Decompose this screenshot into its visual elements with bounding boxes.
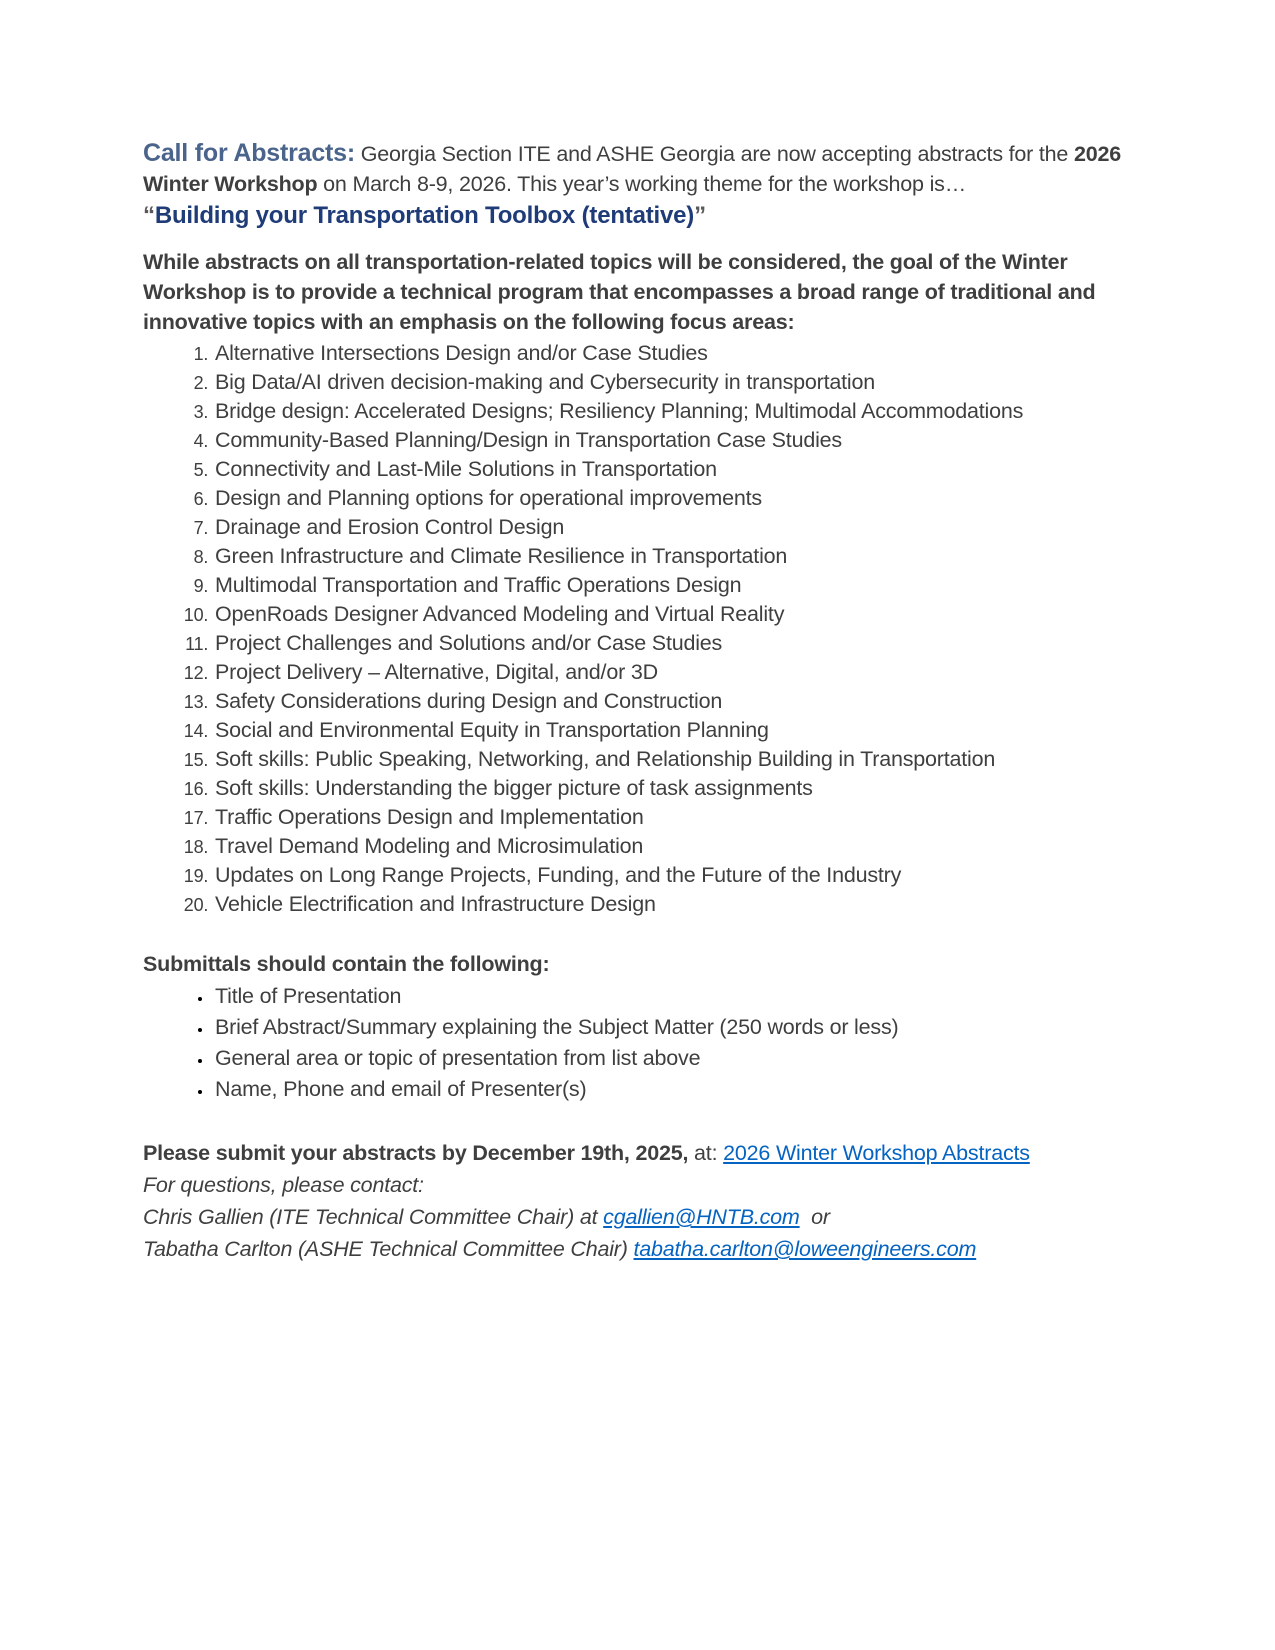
contact1-suffix: or bbox=[799, 1205, 830, 1229]
chris-gallien-email-link[interactable]: cgallien@HNTB.com bbox=[603, 1205, 800, 1229]
call-for-abstracts-label: Call for Abstracts: bbox=[143, 139, 355, 167]
theme-line bbox=[143, 199, 1130, 232]
list-item: 4. Community-Based Planning/Design in Transportation Case Studies bbox=[213, 426, 1130, 455]
list-item: • Brief Abstract/Summary explaining the Subject Matter (250 words or less) bbox=[213, 1012, 1130, 1043]
deadline-text: Please submit your abstracts by December 19th, 2025, bbox=[143, 1141, 689, 1165]
submittal-requirements-list bbox=[143, 981, 1130, 1105]
focus-areas-list bbox=[143, 339, 1130, 919]
close-quote: ” bbox=[694, 202, 706, 229]
workshop-theme-title: Building your Transportation Toolbox (tentative) bbox=[154, 202, 695, 229]
list-item: 16. Soft skills: Understanding the bigger picture of task assignments bbox=[213, 774, 1130, 803]
list-item: 3. Bridge design: Accelerated Designs; Resiliency Planning; Multimodal Accommodations bbox=[213, 397, 1130, 426]
list-item: 6. Design and Planning options for operational improvements bbox=[213, 484, 1130, 513]
list-item: 2. Big Data/AI driven decision-making and Cybersecurity in transportation bbox=[213, 368, 1130, 397]
list-item: 11. Project Challenges and Solutions and/or Case Studies bbox=[213, 629, 1130, 658]
deadline-line bbox=[143, 1137, 1130, 1169]
tabatha-carlton-email-link[interactable]: tabatha.carlton@loweengineers.com bbox=[633, 1237, 977, 1261]
list-item: 9. Multimodal Transportation and Traffic Operations Design bbox=[213, 571, 1130, 600]
list-item: 8. Green Infrastructure and Climate Resilience in Transportation bbox=[213, 542, 1130, 571]
intro-text: Georgia Section ITE and ASHE Georgia are now accepting abstracts for the bbox=[354, 142, 1074, 166]
contact-line-chris bbox=[143, 1201, 1130, 1233]
list-item: • Title of Presentation bbox=[213, 981, 1130, 1012]
contact-line-tabatha bbox=[143, 1233, 1130, 1265]
list-item: 17. Traffic Operations Design and Implementation bbox=[213, 803, 1130, 832]
open-quote: “ bbox=[143, 202, 155, 229]
list-item: 18. Travel Demand Modeling and Microsimulation bbox=[213, 832, 1130, 861]
focus-areas-intro: While abstracts on all transportation-related topics will be considered, the goal of the Winter Workshop is to provide a technical program that encompasses a broad range of traditional and innovative topics with an emphasis on the following focus areas: bbox=[143, 250, 1096, 334]
at-text: at: bbox=[688, 1141, 724, 1165]
list-item: 1. Alternative Intersections Design and/or Case Studies bbox=[213, 339, 1130, 368]
list-item: 19. Updates on Long Range Projects, Funding, and the Future of the Industry bbox=[213, 861, 1130, 890]
workshop-name: 2026 Winter Workshop bbox=[143, 142, 1121, 196]
abstracts-submission-link[interactable]: 2026 Winter Workshop Abstracts bbox=[723, 1141, 1030, 1165]
questions-line: For questions, please contact: bbox=[143, 1173, 424, 1197]
list-item: • Name, Phone and email of Presenter(s) bbox=[213, 1074, 1130, 1105]
list-item: 7. Drainage and Erosion Control Design bbox=[213, 513, 1130, 542]
list-item: 20. Vehicle Electrification and Infrastructure Design bbox=[213, 890, 1130, 919]
submittals-heading: Submittals should contain the following: bbox=[143, 952, 550, 976]
list-item: 10. OpenRoads Designer Advanced Modeling and Virtual Reality bbox=[213, 600, 1130, 629]
submission-info-block bbox=[143, 1137, 1130, 1265]
list-item: 5. Connectivity and Last-Mile Solutions in Transportation bbox=[213, 455, 1130, 484]
list-item: 13. Safety Considerations during Design and Construction bbox=[213, 687, 1130, 716]
intro-tail: on March 8-9, 2026. This year’s working theme for the workshop is… bbox=[317, 172, 967, 196]
list-item: 12. Project Delivery – Alternative, Digital, and/or 3D bbox=[213, 658, 1130, 687]
list-item: • General area or topic of presentation from list above bbox=[213, 1043, 1130, 1074]
contact1-text: Chris Gallien (ITE Technical Committee Chair) at bbox=[143, 1205, 604, 1229]
contact2-text: Tabatha Carlton (ASHE Technical Committee Chair) bbox=[143, 1237, 634, 1261]
intro-paragraph bbox=[143, 138, 1130, 199]
list-item: 15. Soft skills: Public Speaking, Networking, and Relationship Building in Transportation bbox=[213, 745, 1130, 774]
list-item: 14. Social and Environmental Equity in Transportation Planning bbox=[213, 716, 1130, 745]
